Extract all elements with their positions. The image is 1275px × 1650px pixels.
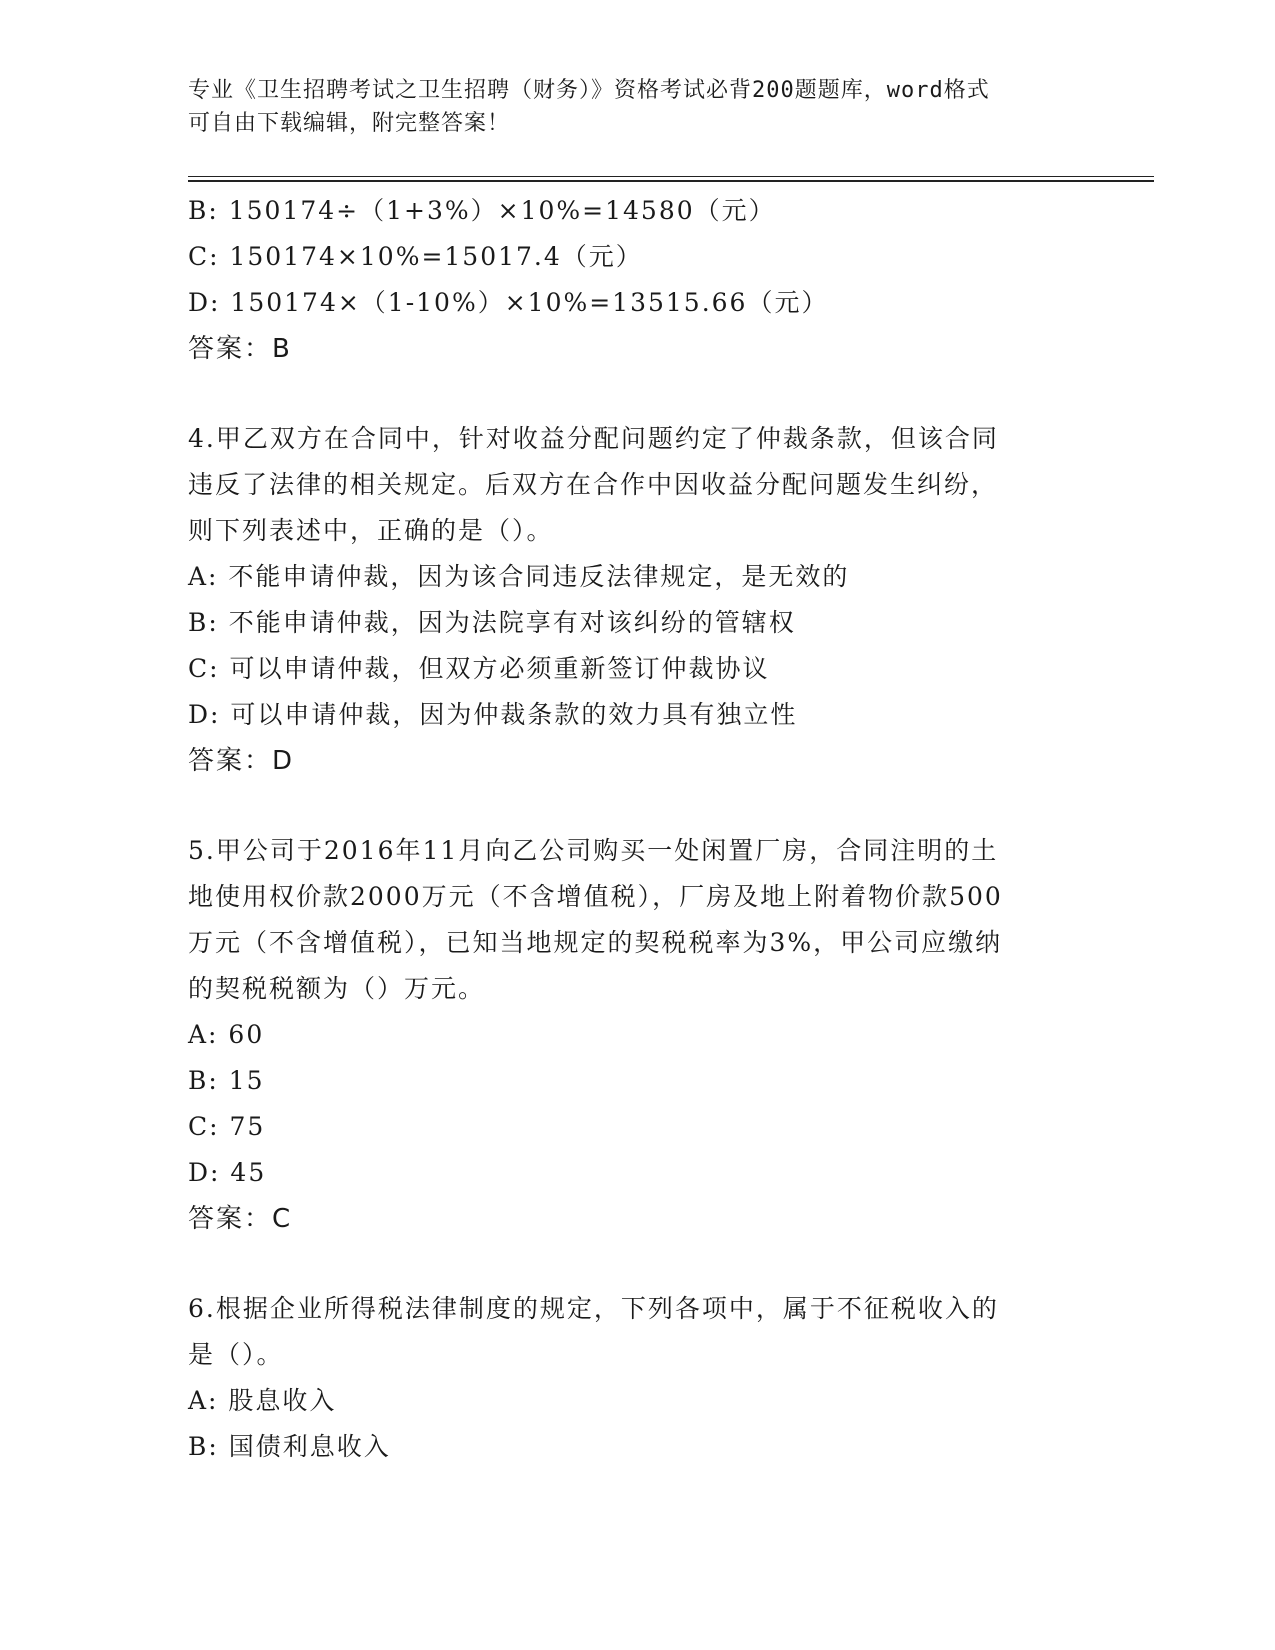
question-4 [188,416,1068,784]
spacer [188,372,1068,416]
q5-text-line-1: 5.甲公司于2016年11月向乙公司购买一处闲置厂房，合同注明的土 [188,836,999,865]
q3-answer: 答案：B [188,334,292,364]
q5-text-line-2: 地使用权价款2000万元（不含增值税），厂房及地上附着物价款500 [188,882,1003,911]
spacer [188,784,1068,828]
q3-option-d: D: 150174×（1-10%）×10%=13515.66（元） [188,288,829,317]
q3-option-b: B: 150174÷（1+3%）×10%=14580（元） [188,196,776,225]
q5-option-c: C: 75 [188,1112,266,1141]
q5-option-b: B: 15 [188,1066,265,1095]
question-3-continued [188,188,1068,372]
q5-option-d: D: 45 [188,1158,267,1187]
header-line-2: 可自由下载编辑，附完整答案！ [188,111,511,136]
q4-answer: 答案：D [188,746,295,776]
q4-text-line-3: 则下列表述中，正确的是（）。 [188,516,554,545]
q4-option-b: B: 不能申请仲裁，因为法院享有对该纠纷的管辖权 [188,608,796,637]
q6-option-a: A: 股息收入 [188,1386,337,1415]
header-line-1: 专业《卫生招聘考试之卫生招聘（财务）》资格考试必背200题题库，word格式 [188,78,990,103]
q4-text-line-1: 4.甲乙双方在合同中，针对收益分配问题约定了仲裁条款，但该合同 [188,424,999,453]
header-divider-thin [188,176,1154,177]
spacer [188,1242,1068,1286]
document-body [188,188,1068,1470]
q4-option-c: C: 可以申请仲裁，但双方必须重新签订仲裁协议 [188,654,770,683]
q6-text-line-1: 6.根据企业所得税法律制度的规定，下列各项中，属于不征税收入的 [188,1294,999,1323]
q3-option-c: C: 150174×10%=15017.4（元） [188,242,643,271]
q4-text-line-2: 违反了法律的相关规定。后双方在合作中因收益分配问题发生纠纷， [188,470,999,499]
q5-text-line-3: 万元（不含增值税），已知当地规定的契税税率为3%，甲公司应缴纳 [188,928,1003,957]
question-5 [188,828,1068,1242]
document-header [188,74,1068,140]
q4-option-d: D: 可以申请仲裁，因为仲裁条款的效力具有独立性 [188,700,798,729]
q5-option-a: A: 60 [188,1020,265,1049]
question-6 [188,1286,1068,1470]
q5-answer: 答案：C [188,1204,293,1234]
q5-text-line-4: 的契税税额为（）万元。 [188,974,486,1003]
q6-text-line-2: 是（）。 [188,1340,284,1369]
q4-option-a: A: 不能申请仲裁，因为该合同违反法律规定，是无效的 [188,562,850,591]
header-divider-thick [188,180,1154,182]
q6-option-b: B: 国债利息收入 [188,1432,391,1461]
